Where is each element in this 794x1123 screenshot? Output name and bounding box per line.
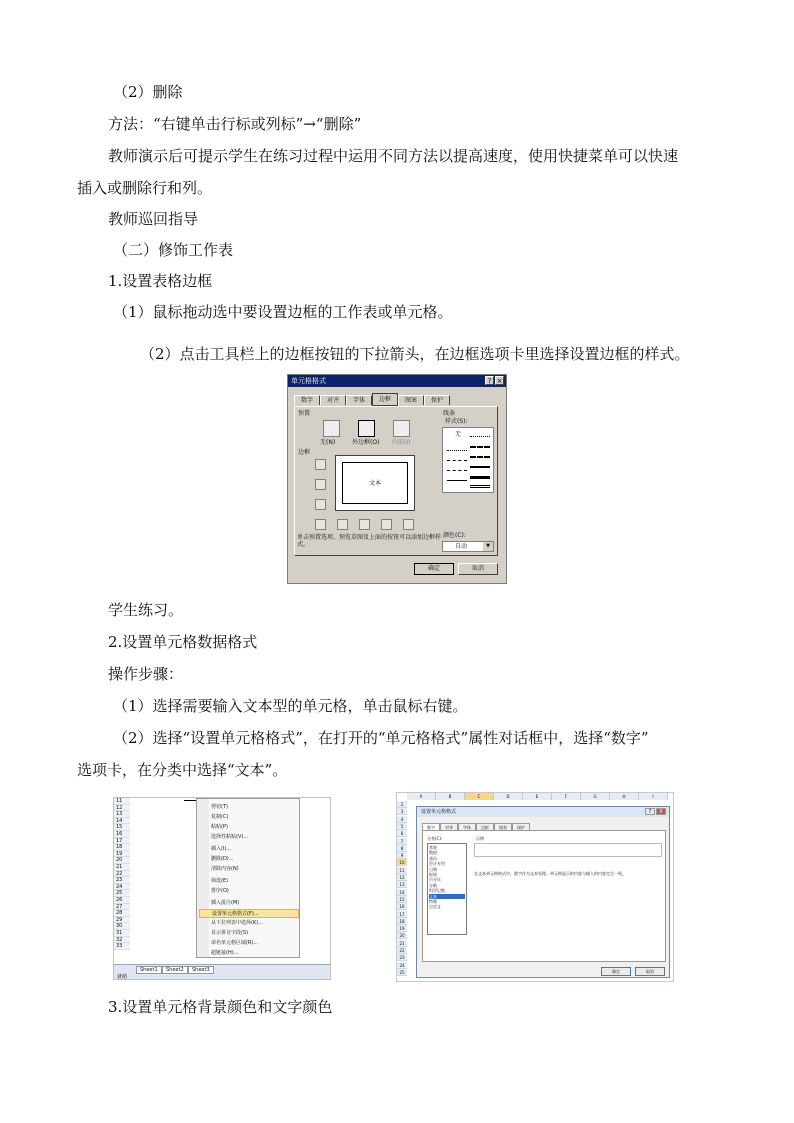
menu-item-filter[interactable]: 筛选(E) xyxy=(211,878,229,884)
row-number[interactable]: 33 xyxy=(114,943,130,950)
menu-item-insert[interactable]: 插入(I)... xyxy=(211,846,232,852)
context-menu xyxy=(196,798,300,958)
subheading-data-format: 2.设置单元格数据格式 xyxy=(108,633,258,651)
tab-protection[interactable]: 保护 xyxy=(424,395,450,405)
style-medium-dashdot xyxy=(470,456,490,458)
row-number[interactable]: 12 xyxy=(114,805,130,812)
style-double xyxy=(470,485,490,488)
format-cells-dialog xyxy=(416,806,670,978)
close-icon[interactable]: X xyxy=(656,808,666,815)
style-thin xyxy=(447,480,467,481)
dialog-titlebar xyxy=(417,807,669,817)
category-item[interactable]: 科学记数 xyxy=(429,888,445,894)
number-panel xyxy=(422,830,666,962)
row-number[interactable]: 22 xyxy=(114,871,130,878)
border-diagonal-down-button[interactable] xyxy=(403,519,414,530)
border-center-button[interactable] xyxy=(359,519,370,530)
row-number[interactable]: 18 xyxy=(114,844,130,851)
category-item[interactable]: 数值 xyxy=(429,850,437,856)
row-number[interactable]: 30 xyxy=(114,923,130,930)
hint-text-line2: 式。 xyxy=(297,541,310,548)
ok-button[interactable]: 确定 xyxy=(601,967,631,976)
context-menu-screenshot xyxy=(113,797,331,980)
row-number[interactable]: 28 xyxy=(114,910,130,917)
column-header[interactable]: F xyxy=(552,793,581,800)
style-label: 样式(S): xyxy=(445,418,468,425)
preset-outline-button[interactable] xyxy=(358,420,375,437)
row-number[interactable]: 11 xyxy=(114,798,130,805)
paragraph-format-step2-cont: 选项卡，在分类中选择“文本”。 xyxy=(77,761,288,779)
category-item[interactable]: 百分比 xyxy=(429,877,441,883)
tab-border[interactable]: 边框 xyxy=(372,393,398,406)
row-number[interactable]: 17 xyxy=(114,838,130,845)
menu-item-name-range[interactable]: 命名单元格区域(R)... xyxy=(211,940,259,946)
hint-text-line1: 单击预置选项、预览草图及上面的按钮可以添加边框样 xyxy=(297,534,442,541)
category-item[interactable]: 日期 xyxy=(429,866,437,872)
row-number[interactable]: 5 xyxy=(397,823,407,830)
style-thick xyxy=(470,476,490,479)
row-number[interactable]: 4 xyxy=(397,816,407,823)
category-item[interactable]: 时间 xyxy=(429,872,437,877)
paragraph-border-step2: （2）点击工具栏上的边框按钮的下拉箭头，在边框选项卡里选择设置边框的样式。 xyxy=(140,345,690,363)
column-header[interactable]: D xyxy=(494,793,523,800)
menu-item-paste-special[interactable]: 选择性粘贴(V)... xyxy=(211,834,249,840)
row-number[interactable]: 19 xyxy=(114,851,130,858)
chevron-down-icon[interactable]: ▼ xyxy=(483,542,493,551)
column-header[interactable]: B xyxy=(436,793,465,800)
category-list[interactable] xyxy=(427,843,467,935)
category-item[interactable]: 货币 xyxy=(429,855,437,861)
border-dialog-screenshot xyxy=(287,374,507,584)
row-number[interactable]: 2 xyxy=(397,801,407,808)
paragraph-steps: 操作步骤： xyxy=(108,665,184,683)
border-diagonal-up-button[interactable] xyxy=(315,519,326,530)
paragraph-practice: 学生练习。 xyxy=(108,601,184,619)
row-number[interactable]: 10 xyxy=(397,859,407,866)
menu-item-insert-comment[interactable]: 插入批注(M) xyxy=(211,900,240,906)
column-header[interactable]: A xyxy=(407,793,436,800)
row-number[interactable]: 21 xyxy=(397,940,407,947)
border-left-button[interactable] xyxy=(337,519,348,530)
menu-item-sort[interactable]: 排序(O) xyxy=(211,888,229,894)
color-select[interactable] xyxy=(442,541,494,552)
row-number[interactable]: 11 xyxy=(397,867,407,874)
row-number[interactable]: 27 xyxy=(114,904,130,911)
preset-none-button[interactable] xyxy=(323,420,340,437)
row-number[interactable]: 31 xyxy=(114,930,130,937)
style-dotted xyxy=(447,450,467,451)
tab-fill[interactable]: 填充 xyxy=(494,823,512,830)
menu-item-delete[interactable]: 删除(D)... xyxy=(211,856,234,862)
column-header[interactable]: H xyxy=(610,793,639,800)
tab-font[interactable]: 字体 xyxy=(458,823,476,830)
border-preview[interactable] xyxy=(335,455,415,511)
row-number[interactable]: 3 xyxy=(397,808,407,815)
paragraph-border-step1: （1）鼠标拖动选中要设置边框的工作表或单元格。 xyxy=(113,303,453,321)
subheading-color: 3.设置单元格背景颜色和文字颜色 xyxy=(108,998,333,1016)
paragraph-delete-method: 方法：“右键单击行标或列标”→“删除” xyxy=(108,115,362,133)
row-number[interactable]: 15 xyxy=(397,896,407,903)
category-item[interactable]: 自定义 xyxy=(429,904,441,910)
preset-inside-label: 内部(I) xyxy=(392,439,411,446)
border-bottom-button[interactable] xyxy=(315,499,326,510)
row-number[interactable]: 15 xyxy=(114,824,130,831)
sheet-tab-2[interactable]: Sheet2 xyxy=(162,966,188,974)
row-number[interactable]: 23 xyxy=(114,877,130,884)
section-heading-decorate: （二）修饰工作表 xyxy=(113,241,234,259)
row-number[interactable]: 19 xyxy=(397,925,407,932)
sheet-tab-bar xyxy=(114,964,330,979)
category-item[interactable]: 会计专用 xyxy=(429,861,445,867)
column-header[interactable]: E xyxy=(523,793,552,800)
row-number[interactable]: 13 xyxy=(114,811,130,818)
row-number[interactable]: 26 xyxy=(114,897,130,904)
row-number[interactable]: 13 xyxy=(397,881,407,888)
style-dashdot xyxy=(447,470,467,471)
sample-box xyxy=(474,843,662,857)
border-middle-button[interactable] xyxy=(315,479,326,490)
tab-number[interactable]: 数字 xyxy=(422,823,440,830)
dialog-title: 单元格格式 xyxy=(291,377,326,385)
menu-item-paste[interactable]: 粘贴(P) xyxy=(211,824,228,830)
dialog-title: 设置单元格格式 xyxy=(421,809,457,815)
style-medium-dash xyxy=(470,446,490,448)
menu-item-clear[interactable]: 清除内容(N) xyxy=(211,866,239,872)
column-header[interactable]: C xyxy=(465,793,494,800)
category-label: 分类(C): xyxy=(427,836,443,841)
column-header[interactable]: G xyxy=(581,793,610,800)
menu-item-format-cells[interactable]: 设置单元格格式(F)... xyxy=(199,909,299,918)
row-number[interactable]: 25 xyxy=(114,890,130,897)
help-icon[interactable]: ? xyxy=(645,808,655,815)
sheet-tab-3[interactable]: Sheet3 xyxy=(188,966,214,974)
menu-icon-gutter xyxy=(197,799,209,957)
text-format-description: 在文本单元格格式中，数字作为文本处理。单元格显示的内容与输入的内容完全一致。 xyxy=(474,871,626,876)
row-number[interactable]: 22 xyxy=(397,947,407,954)
row-number[interactable]: 8 xyxy=(397,845,407,852)
row-number[interactable]: 12 xyxy=(397,874,407,881)
format-cells-screenshot xyxy=(396,792,674,982)
tab-font[interactable]: 字体 xyxy=(346,395,372,405)
row-number[interactable]: 21 xyxy=(114,864,130,871)
cancel-button[interactable]: 取消 xyxy=(635,967,665,976)
style-medium xyxy=(470,466,490,468)
row-number[interactable]: 18 xyxy=(397,918,407,925)
color-label: 颜色(C): xyxy=(443,532,466,539)
category-item[interactable]: 分数 xyxy=(429,882,437,888)
row-number[interactable]: 9 xyxy=(397,852,407,859)
menu-item-copy[interactable]: 复制(C) xyxy=(211,814,229,820)
status-text: 就绪 xyxy=(117,974,128,980)
preset-none-label: 无(N) xyxy=(320,439,336,446)
selected-cell xyxy=(184,798,196,801)
paragraph-teacher-guide: 教师巡回指导 xyxy=(108,210,199,228)
row-number[interactable]: 7 xyxy=(397,838,407,845)
row-number[interactable]: 6 xyxy=(397,830,407,837)
row-number[interactable]: 24 xyxy=(114,884,130,891)
paragraph-delete-heading: （2）删除 xyxy=(113,83,183,101)
category-item[interactable]: 文本 xyxy=(429,894,465,899)
row-number[interactable]: 29 xyxy=(114,917,130,924)
menu-item-pick-list[interactable]: 从下拉列表中选择(K)... xyxy=(211,920,263,926)
category-item[interactable]: 常规 xyxy=(429,845,437,850)
tab-alignment[interactable]: 对齐 xyxy=(440,823,458,830)
tab-pattern[interactable]: 图案 xyxy=(398,395,424,405)
cancel-button[interactable]: 取消 xyxy=(458,563,498,575)
tab-alignment[interactable]: 对齐 xyxy=(320,395,346,405)
sheet-tab-1[interactable]: Sheet1 xyxy=(136,966,162,974)
row-number[interactable]: 20 xyxy=(397,932,407,939)
row-number[interactable]: 17 xyxy=(397,911,407,918)
paragraph-tip-line1: 教师演示后可提示学生在练习过程中运用不同方法以提高速度，使用快捷菜单可以快速 xyxy=(108,147,679,165)
style-dashed xyxy=(447,460,467,461)
border-top-button[interactable] xyxy=(315,459,326,470)
column-header[interactable]: I xyxy=(639,793,668,800)
row-number[interactable]: 32 xyxy=(114,937,130,944)
paragraph-format-step2: （2）选择“设置单元格格式”，在打开的“单元格格式”属性对话框中，选择“数字” xyxy=(113,729,649,747)
tab-protection[interactable]: 保护 xyxy=(512,823,530,830)
row-number[interactable]: 14 xyxy=(114,818,130,825)
style-none-option[interactable]: 无 xyxy=(455,431,462,438)
subheading-border: 1.设置表格边框 xyxy=(108,272,213,290)
category-item[interactable]: 特殊 xyxy=(429,899,437,904)
line-group-label: 线条 xyxy=(443,410,456,417)
row-number[interactable]: 16 xyxy=(114,831,130,838)
help-icon[interactable]: ? xyxy=(485,376,494,385)
tab-border[interactable]: 边框 xyxy=(476,823,494,830)
close-icon[interactable]: × xyxy=(496,377,503,385)
row-number[interactable]: 25 xyxy=(397,969,407,976)
style-dot2 xyxy=(470,436,490,437)
border-label: 边框 xyxy=(298,449,311,456)
sample-label: 示例 xyxy=(476,836,484,841)
menu-item-cut[interactable]: 剪切(T) xyxy=(211,804,228,810)
line-style-list[interactable] xyxy=(442,427,494,493)
border-right-button[interactable] xyxy=(381,519,392,530)
dialog-titlebar xyxy=(288,375,506,387)
paragraph-format-step1: （1）选择需要输入文本型的单元格，单击鼠标右键。 xyxy=(113,697,468,715)
row-number[interactable]: 16 xyxy=(397,903,407,910)
tab-number[interactable]: 数字 xyxy=(294,395,320,405)
menu-item-hyperlink[interactable]: 超链接(H)... xyxy=(211,950,239,956)
row-number[interactable]: 24 xyxy=(397,962,407,969)
ok-button[interactable]: 确定 xyxy=(414,563,454,575)
preset-inside-button[interactable] xyxy=(393,420,410,437)
color-value: 自动 xyxy=(455,543,468,550)
preset-outline-label: 外边框(O) xyxy=(352,439,380,446)
paragraph-tip-line2: 插入或删除行和列。 xyxy=(77,179,213,197)
preset-label: 预置 xyxy=(298,410,311,417)
row-number[interactable]: 23 xyxy=(397,954,407,961)
row-number[interactable]: 20 xyxy=(114,857,130,864)
menu-item-phonetic[interactable]: 显示拼音字段(S) xyxy=(211,930,249,936)
row-number[interactable]: 14 xyxy=(397,889,407,896)
preview-text: 文本 xyxy=(342,462,408,504)
